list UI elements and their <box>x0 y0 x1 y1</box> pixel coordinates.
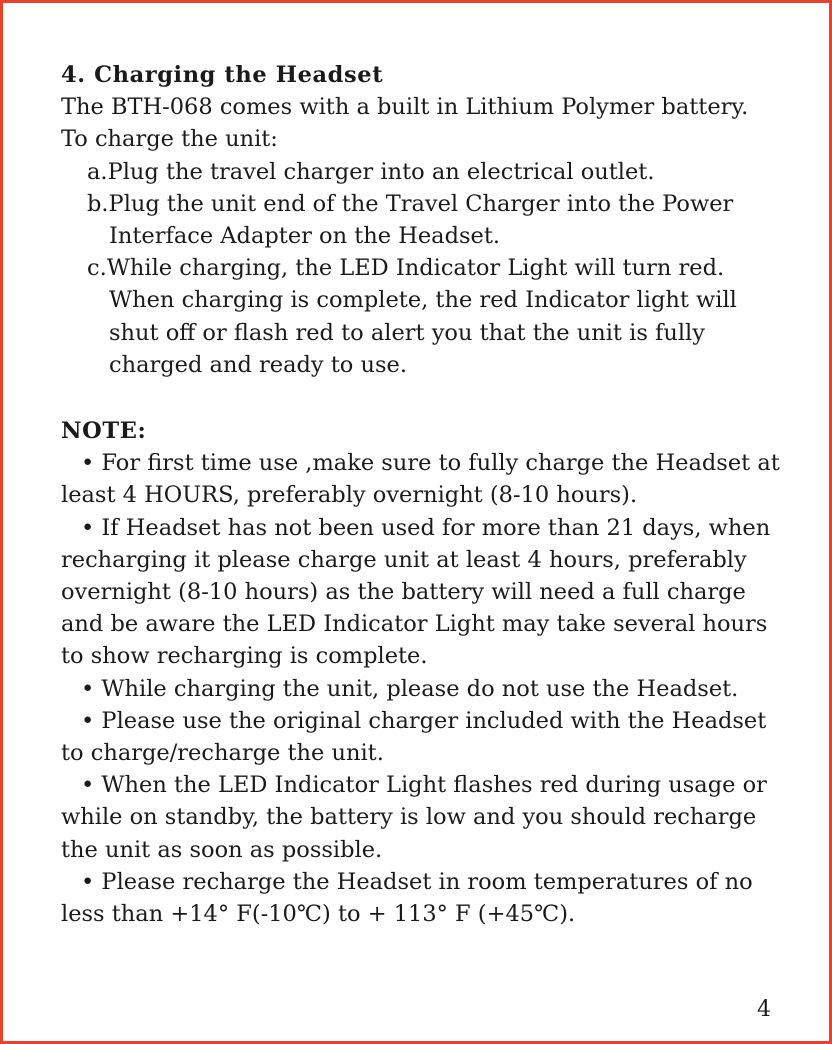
page-content <box>61 59 801 930</box>
note-bullet-4-line-1: • Please use the original charger included with the Headset <box>81 707 767 734</box>
note-bullet-2-line-1: • If Headset has not been used for more than 21 days, when <box>81 514 771 541</box>
note-heading: NOTE: <box>61 418 147 445</box>
step-b-line-2: Interface Adapter on the Headset. <box>109 223 501 250</box>
step-a <box>61 156 801 188</box>
note-bullet-3 <box>61 673 801 705</box>
step-b-line-1: b.Plug the unit end of the Travel Charger into the Power <box>87 190 734 217</box>
note-bullet-2 <box>61 512 801 673</box>
note-bullet-2-line-3: overnight (8-10 hours) as the battery will need a full charge <box>61 579 746 606</box>
note-bullet-4 <box>61 705 801 769</box>
step-c-line-2: When charging is complete, the red Indicator light will <box>109 287 737 314</box>
page-number: 4 <box>757 997 771 1022</box>
note-bullet-5-line-1: • When the LED Indicator Light flashes red during usage or <box>81 772 767 799</box>
note-bullet-3-line-1: • While charging the unit, please do not use the Headset. <box>81 675 739 702</box>
note-bullet-5-line-3: the unit as soon as possible. <box>61 836 383 863</box>
note-bullet-6 <box>61 866 801 930</box>
note-bullet-1-line-1: • For first time use ,make sure to fully charge the Headset at <box>81 450 780 477</box>
note-bullet-5 <box>61 769 801 866</box>
step-a-line-1: a.Plug the travel charger into an electrical outlet. <box>87 158 655 185</box>
step-c <box>61 252 801 381</box>
intro-line-2: To charge the unit: <box>61 126 278 153</box>
step-c-line-1: c.While charging, the LED Indicator Light will turn red. <box>87 255 725 282</box>
section-heading: 4. Charging the Headset <box>61 62 384 88</box>
note-bullet-1 <box>61 447 801 511</box>
note-bullet-4-line-2: to charge/recharge the unit. <box>61 740 384 767</box>
note-bullet-2-line-2: recharging it please charge unit at least 4 hours, preferably <box>61 546 747 573</box>
step-b <box>61 188 801 252</box>
section-spacer <box>61 381 801 415</box>
note-bullet-5-line-2: while on standby, the battery is low and you should recharge <box>61 804 757 831</box>
note-bullet-1-line-2: least 4 HOURS, preferably overnight (8-10 hours). <box>61 482 638 509</box>
step-c-line-3: shut off or flash red to alert you that the unit is fully <box>109 319 705 346</box>
intro-line-1: The BTH-068 comes with a built in Lithium Polymer battery. <box>61 94 749 121</box>
note-bullet-6-line-1: • Please recharge the Headset in room temperatures of no <box>81 868 753 895</box>
step-c-line-4: charged and ready to use. <box>109 351 407 378</box>
note-bullet-2-line-5: to show recharging is complete. <box>61 643 428 670</box>
note-bullet-2-line-4: and be aware the LED Indicator Light may take several hours <box>61 611 768 638</box>
note-bullet-6-line-2: less than +14° F(-10℃) to + 113° F (+45℃). <box>61 901 576 928</box>
